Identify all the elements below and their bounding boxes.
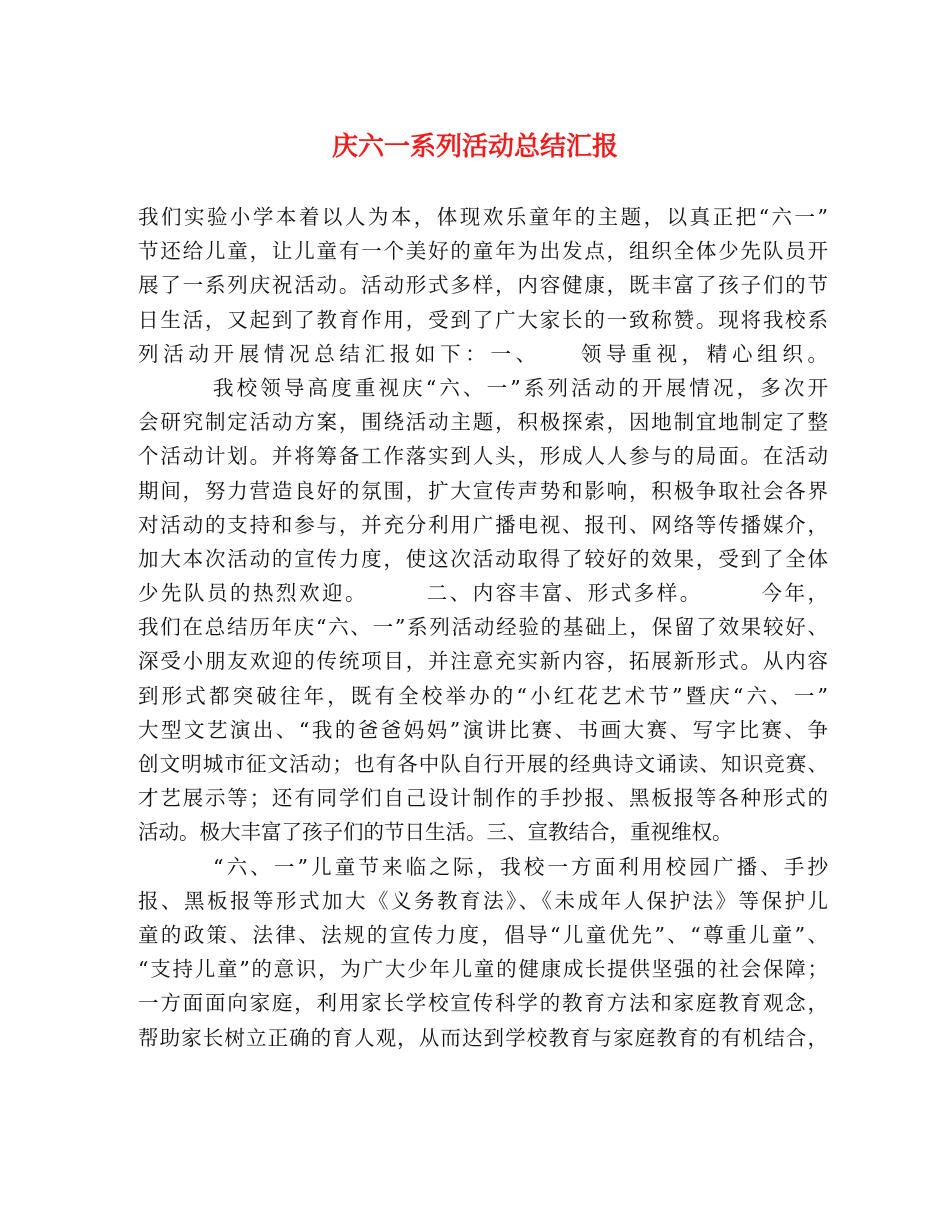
text-line: 对活动的支持和参与，并充分利用广播电视、报刊、网络等传播媒介，	[138, 512, 828, 537]
document-body	[138, 200, 828, 1055]
text-line: 一方面面向家庭，利用家长学校宣传科学的教育方法和家庭教育观念，	[138, 991, 828, 1016]
text-line: 个活动计划。并将筹备工作落实到人头，形成人人参与的局面。在活动	[138, 444, 828, 469]
text-line: 日生活，又起到了教育作用，受到了广大家长的一致称赞。现将我校系	[138, 307, 828, 332]
text-line: 加大本次活动的宣传力度，使这次活动取得了较好的效果，受到了全体	[138, 546, 828, 571]
text-line: 大型文艺演出、“我的爸爸妈妈”演讲比赛、书画大赛、写字比赛、争	[138, 717, 828, 742]
text-line: 深受小朋友欢迎的传统项目，并注意充实新内容，拓展新形式。从内容	[138, 649, 828, 674]
text-line: 帮助家长树立正确的育人观，从而达到学校教育与家庭教育的有机结合，	[138, 1025, 828, 1050]
text-line: 我校领导高度重视庆“六、一”系列活动的开展情况，多次开	[213, 375, 828, 400]
text-line: 列活动开展情况总结汇报如下：一、 领导重视，精心组织。	[138, 341, 828, 366]
text-line: 我们实验小学本着以人为本，体现欢乐童年的主题，以真正把“六一”	[138, 205, 828, 229]
text-line: 少先队员的热烈欢迎。 二、内容丰富、形式多样。 今年，	[138, 581, 828, 606]
text-line: 童的政策、法律、法规的宣传力度，倡导“儿童优先”、“尊重儿童”、	[138, 922, 828, 947]
text-line: 创文明城市征文活动；也有各中队自行开展的经典诗文诵读、知识竞赛、	[138, 752, 828, 776]
text-line: 活动。极大丰富了孩子们的节日生活。三、宣教结合，重视维权。	[138, 820, 733, 845]
document-title: 庆六一系列活动总结汇报	[331, 132, 618, 162]
text-line: 我们在总结历年庆“六、一”系列活动经验的基础上，保留了效果较好、	[138, 615, 828, 640]
text-line: “支持儿童”的意识，为广大少年儿童的健康成长提供坚强的社会保障；	[138, 957, 828, 982]
text-line: 才艺展示等；还有同学们自己设计制作的手抄报、黑板报等各种形式的	[138, 786, 828, 811]
text-line: 期间，努力营造良好的氛围，扩大宣传声势和影响，积极争取社会各界	[138, 478, 828, 503]
text-line: 到形式都突破往年，既有全校举办的“小红花艺术节”暨庆“六、一”	[138, 683, 828, 708]
text-line: 节还给儿童，让儿童有一个美好的童年为出发点，组织全体少先队员开	[138, 239, 828, 264]
text-line: 报、黑板报等形式加大《义务教育法》、《未成年人保护法》等保护儿	[138, 888, 828, 913]
text-line: “六、一”儿童节来临之际，我校一方面利用校园广播、手抄	[213, 854, 828, 879]
text-line: 展了一系列庆祝活动。活动形式多样，内容健康，既丰富了孩子们的节	[138, 273, 828, 298]
text-line: 会研究制定活动方案，围绕活动主题，积极探索，因地制宜地制定了整	[138, 410, 828, 435]
